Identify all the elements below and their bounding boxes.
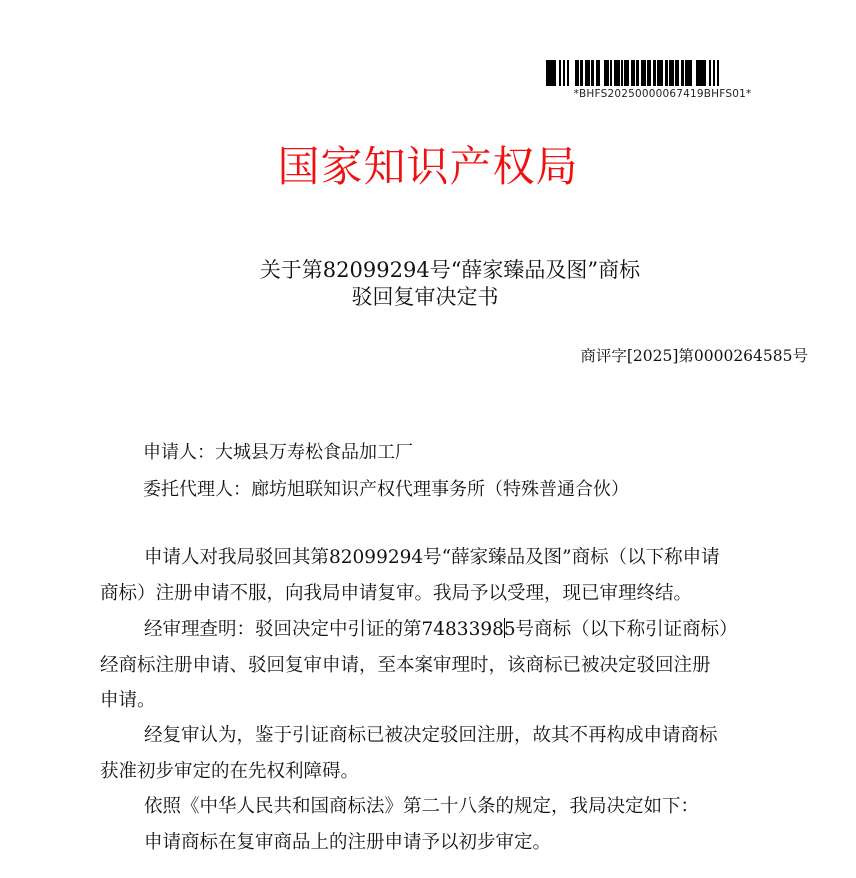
p2-line-1a: 经审理查明：驳回决定中引证的第748339 <box>144 619 493 640</box>
body-paragraph-3 <box>100 718 820 789</box>
document-title <box>0 257 856 311</box>
body-paragraph-4 <box>100 789 820 825</box>
body-paragraph-2[interactable] <box>100 612 820 719</box>
document-number: 商评字[2025]第0000264585号 <box>580 347 808 365</box>
title-line-1: 关于第82099294号“薛家臻品及图”商标 <box>259 258 641 282</box>
p2-line-1b: 8 <box>492 619 504 640</box>
agency-title: 国家知识产权局 <box>277 142 579 191</box>
p2-line-1c: 5号商标（以下称引证商标） <box>503 619 738 640</box>
barcode-text: *BHFS20250000067419BHFS01* <box>573 88 752 100</box>
p1-line-1: 申请人对我局驳回其第82099294号“薛家臻品及图”商标（以下称申请 <box>144 547 720 568</box>
p3-line-2: 获准初步审定的在先权利障碍。 <box>100 760 360 782</box>
agent-line: 委托代理人：廊坊旭联知识产权代理事务所（特殊普通合伙） <box>143 479 629 500</box>
body-paragraph-5 <box>100 825 820 861</box>
p5-line-1: 申请商标在复审商品上的注册申请予以初步审定。 <box>144 832 552 853</box>
title-line-2: 驳回复审决定书 <box>351 285 499 309</box>
barcode-icon <box>546 60 785 86</box>
p4-line-1: 依照《中华人民共和国商标法》第二十八条的规定，我局决定如下： <box>144 796 700 817</box>
applicant-line: 申请人：大城县万寿松食品加工厂 <box>143 442 413 463</box>
p2-line-3: 申请。 <box>100 690 156 711</box>
p2-line-2: 经商标注册申请、驳回复审申请，至本案审理时，该商标已被决定驳回注册 <box>100 654 711 676</box>
body-paragraph-1 <box>100 540 820 611</box>
p1-line-2: 商标）注册申请不服，向我局申请复审。我局予以受理，现已审理终结。 <box>100 582 693 604</box>
p3-line-1: 经复审认为，鉴于引证商标已被决定驳回注册，故其不再构成申请商标 <box>144 725 718 746</box>
barcode-block <box>540 60 785 100</box>
